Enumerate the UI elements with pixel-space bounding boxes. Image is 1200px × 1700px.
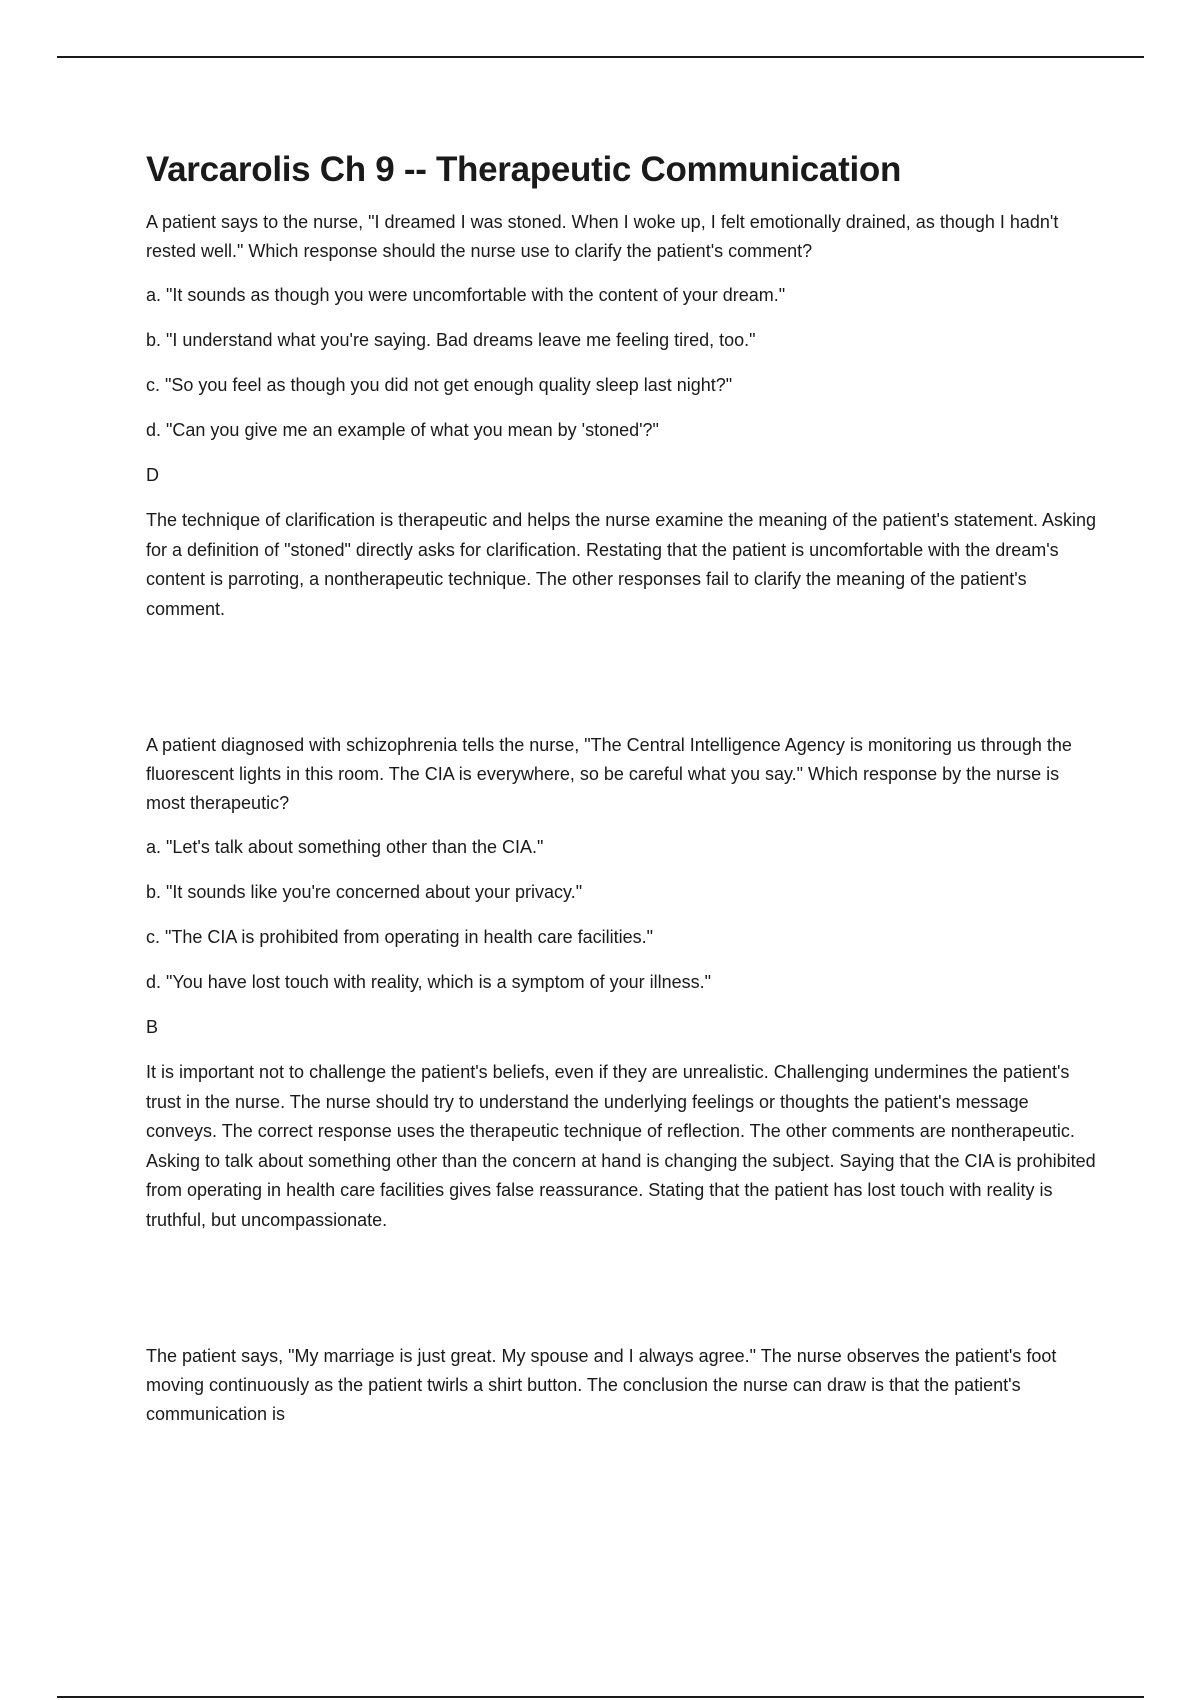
option-d: d. "Can you give me an example of what you mean by 'stoned'?"	[146, 420, 659, 440]
question-text: The patient says, "My marriage is just great. My spouse and I always agree." The nurse observes the patient's foot moving continuously as the patient twirls a shirt button. The conclusion the nurse can draw is that the patient's communication is	[146, 1346, 1057, 1424]
question-text: A patient says to the nurse, "I dreamed I was stoned. When I woke up, I felt emotionally drained, as though I hadn't rested well." Which response should the nurse use to clarify the patient's comment?	[146, 212, 1059, 261]
rationale-text: It is important not to challenge the patient's beliefs, even if they are unrealistic. Challenging undermines the patient's trust in the nurse. The nurse should try to understand the underlying feelings or thoughts the patient's message conveys. The correct response uses the therapeutic technique of reflection. The other comments are nontherapeutic. Asking to talk about something other than the concern at hand is changing the subject. Saying that the CIA is prohibited from operating in health care facilities gives false reassurance. Stating that the patient has lost touch with reality is truthful, but uncompassionate.	[146, 1062, 1096, 1230]
answer-key: D	[146, 465, 159, 485]
option-b: b. "I understand what you're saying. Bad dreams leave me feeling tired, too."	[146, 330, 756, 350]
option-a: a. "Let's talk about something other than the CIA."	[146, 837, 544, 857]
question-text: A patient diagnosed with schizophrenia tells the nurse, "The Central Intelligence Agency is monitoring us through the fluorescent lights in this room. The CIA is everywhere, so be careful what you say." Which response by the nurse is most therapeutic?	[146, 735, 1072, 813]
question-block-2	[146, 731, 1096, 1235]
option-a: a. "It sounds as though you were uncomfortable with the content of your dream."	[146, 285, 786, 305]
header-rule	[57, 56, 1144, 58]
answer-key: B	[146, 1017, 159, 1037]
question-block-3	[146, 1342, 1096, 1429]
rationale-text: The technique of clarification is therapeutic and helps the nurse examine the meaning of the patient's statement. Asking for a definition of "stoned" directly asks for clarification. Restating that the patient is uncomfortable with the dream's content is parroting, a nontherapeutic technique. The other responses fail to clarify the meaning of the patient's comment.	[146, 510, 1097, 619]
footer-rule	[57, 1696, 1144, 1698]
option-c: c. "So you feel as though you did not get enough quality sleep last night?"	[146, 375, 733, 395]
document-title: Varcarolis Ch 9 -- Therapeutic Communication	[146, 150, 902, 189]
option-b: b. "It sounds like you're concerned about your privacy."	[146, 882, 583, 902]
option-d: d. "You have lost touch with reality, which is a symptom of your illness."	[146, 972, 712, 992]
option-c: c. "The CIA is prohibited from operating in health care facilities."	[146, 927, 654, 947]
question-block-1	[146, 208, 1096, 624]
document-body	[146, 146, 1096, 1444]
